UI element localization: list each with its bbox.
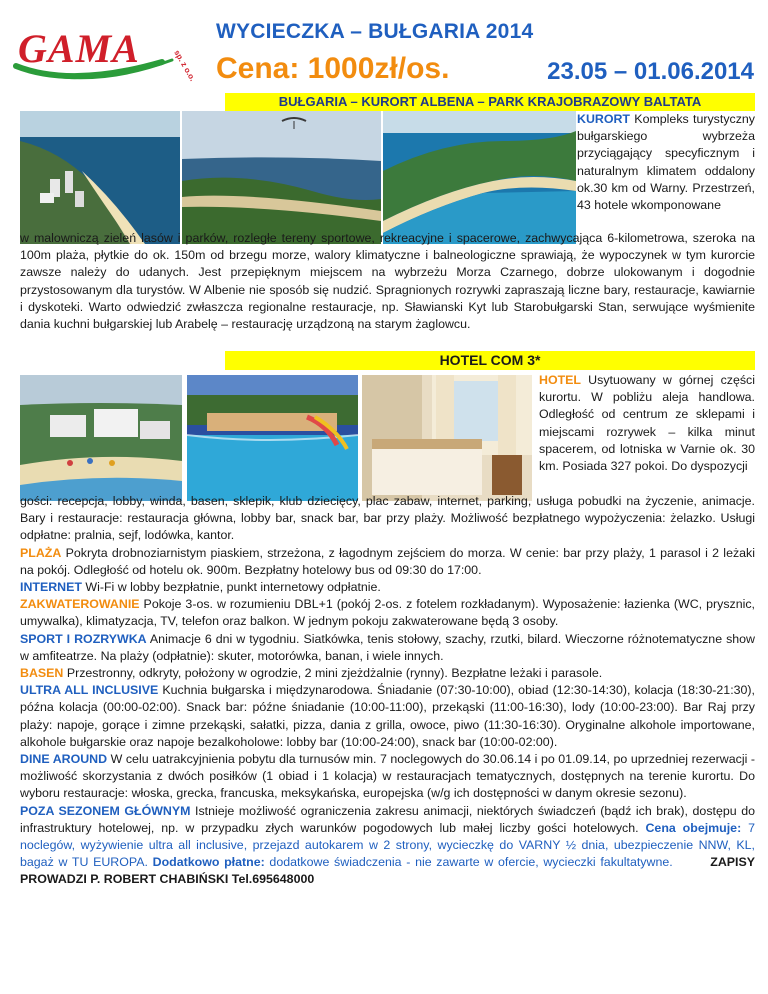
contact-info: ZAPISY PROWADZI P. ROBERT CHABIŃSKI Tel.695648000 bbox=[20, 855, 756, 887]
hotel-name-banner: HOTEL COM 3* bbox=[225, 351, 755, 370]
kurort-description: w malowniczą zieleń lasów i parków, rozległe tereny sportowe, rekreacyjne i spacerowe, zachwycająca 6-kilometrowa, szeroka na 100m plaża, płytkie do ok. 150m od brzegu morze, walory klimatyczne i balneologiczne sprawiają, że wypoczynek w tym kurorcie zawsze należy do udanych. Jest przepięknym miejscem na wybrzeżu Morza Czarnego, dobrze ulokowanym i dogodnie przystosowanym dla turystów. W Albenie nie sposób się nudzić. Spragnionych rozrywki zapraszają liczne bary, restauracje, kawiarnie i dyskoteki. Warto odwiedzić zwłaszcza regionalne restauracje, np. Sławianski Kyt lub Starobułgarski Stan, serwujące wyśmienite dania kuchni bułgarskiej lub Arabelę – restaurację urządzoną na starym żaglowcu. bbox=[20, 231, 755, 332]
extra-text: dodatkowe świadczenia - nie zawarte w ofercie, wycieczki fakultatywne. bbox=[264, 855, 673, 870]
hotel-label: HOTEL bbox=[539, 373, 581, 387]
section-text: Pokoje 3-os. w rozumieniu DBL+1 (pokój 2-os. z fotelem rozkładanym). Wyposażenie: łazienka (WC, prysznic, umywalka), klimatyzacja, TV, telefon oraz balkon. W jednym pokoju zakwaterowane będą 3 osoby. bbox=[20, 597, 755, 629]
includes-text: 7 noclegów, wyżywienie ultra all inclusive, przejazd autokarem w 2 strony, wycieczkę do VARNY ½ dnia, ubezpieczenie NNW, KL, bagaż w TU EUROPA. bbox=[20, 820, 755, 870]
price: Cena: 1000zł/os. bbox=[216, 52, 450, 85]
section-ultra-all-inclusive bbox=[20, 682, 755, 751]
includes-label: Cena obejmuje: bbox=[645, 820, 742, 835]
section-text: W celu uatrakcyjnienia pobytu dla turnusów min. 7 noclegowych do 30.06.14 i po 01.09.14, po uprzedniej rezerwacji - możliwość skorzystania z dwóch posiłków (1 obiad i 1 kolacja) w restauracjach tematycznych, dostępnych na terenie kurortu. Do wyboru restauracje: włoska, grecka, francuska, meksykańska, europejska (w/g ich dostępności w danym okresie sezonu). bbox=[20, 752, 756, 801]
photo-paraglider-coast bbox=[182, 111, 381, 244]
svg-text:GAMA: GAMA bbox=[18, 26, 140, 71]
section-label: INTERNET bbox=[20, 580, 82, 595]
kurort-intro-text: Kompleks turystyczny bułgarskiego wybrzeża przyciągający specyficznym i naturalnym klimatem oddalony ok.30 km od Warny. Przestrzeń, 43 hotele wkomponowane bbox=[577, 112, 755, 213]
kurort-intro bbox=[577, 111, 755, 214]
section-zakwaterowanie bbox=[20, 596, 755, 630]
svg-text:sp. z o.o.: sp. z o.o. bbox=[172, 48, 198, 83]
hotel-intro bbox=[539, 372, 755, 475]
off-season-text: Istnieje możliwość ograniczenia zakresu animacji, niektórych świadczeń (bądź ich brak), dostępu do infrastruktury hotelowej, np. w przypadku złych warunków pogodowych lub małej liczby gości hotelowych. bbox=[20, 803, 755, 835]
section-text: Przestronny, odkryty, położony w ogrodzie, 2 mini zjeżdżalnie (rynny). Bezpłatne leżaki i parasole. bbox=[63, 666, 603, 681]
section-text: Kuchnia bułgarska i międzynarodowa. Śniadanie (07:30-10:00), obiad (12:30-14:30), kolacja (18:30-21:30), późna kolacja (00:00-02:00). Snack bar: późne śniadanie (10:00-11:00), przekąski (11:00-16:30), lody (10:00-23:00). Bar Raj przy plaży: napoje, gorące i zimne przekąski, sałatki, pizza, dania z grilla, owoce, piwo (11:30-16:30). Oryginalne alkohole importowane, alkohole bułgarskie oraz napoje bezalkoholowe: lobby bar (10:00-24:00), snack bar (10:00-02:00). bbox=[20, 683, 755, 749]
section-text: Animacje 6 dni w tygodniu. Siatkówka, tenis stołowy, szachy, rzutki, bilard. Wieczorne różnotematyczne show w amfiteatrze. Na plaży (odpłatnie): skuter, motorówka, banan, i wiele innych. bbox=[20, 631, 755, 663]
section-label: ULTRA ALL INCLUSIVE bbox=[20, 683, 159, 698]
photo-hotel-pool bbox=[187, 375, 358, 501]
section-basen bbox=[20, 665, 755, 682]
section-off-season bbox=[20, 803, 755, 889]
hotel-intro-text: Usytuowany w górnej części kurortu. W pobliżu aleja handlowa. Odległość od centrum ze sklepami i miejscami rozrywek – kilka minut spacerem, od lotniska w Varnie ok. 30 km. Posiada 327 pokoi. Do dyspozycji bbox=[539, 373, 755, 474]
photo-coastline-sea bbox=[383, 111, 576, 244]
kurort-label: KURORT bbox=[577, 112, 630, 126]
photo-hotel-resort-aerial bbox=[20, 375, 182, 501]
price-row bbox=[216, 52, 756, 88]
hotel-details bbox=[20, 493, 755, 889]
section-label: DINE AROUND bbox=[20, 752, 108, 767]
trip-title: WYCIECZKA – BUŁGARIA 2014 bbox=[216, 20, 534, 43]
photo-albena-beach-aerial bbox=[20, 111, 180, 244]
section-label: SPORT I ROZRYWKA bbox=[20, 631, 147, 646]
section-dine-around bbox=[20, 751, 755, 803]
section-text: Wi-Fi w lobby bezpłatnie, punkt internetowy odpłatnie. bbox=[81, 580, 381, 595]
section-internet bbox=[20, 579, 755, 596]
section-label: ZAKWATEROWANIE bbox=[20, 597, 140, 612]
off-season-label: POZA SEZONEM GŁÓWNYM bbox=[20, 803, 191, 818]
hotel-facilities: gości: recepcja, lobby, winda, basen, sklepik, klub dziecięcy, plac zabaw, internet, parking, usługa pobudki na życzenie, animacje. Bary i restauracje: restauracja główna, lobby bar, snack bar, bar przy plaży. Możliwość bezpłatnego wypożyczenia: żelazko. Usługi odpłatne: pralnia, sejf, lodówka, kantor. bbox=[20, 494, 755, 543]
section-plaza bbox=[20, 545, 755, 579]
section-text: Pokryta drobnoziarnistym piaskiem, strzeżona, z łagodnym zejściem do morza. W cenie: bar przy plaży, 1 parasol i 2 leżaki na pokój. Odległość od hotelu ok. 900m. Bezpłatny hotelowy bus od 09:30 do 17:00. bbox=[20, 545, 755, 577]
trip-dates: 23.05 – 01.06.2014 bbox=[547, 58, 754, 85]
section-label: BASEN bbox=[20, 666, 64, 681]
gama-logo bbox=[12, 22, 204, 90]
extra-label: Dodatkowo płatne: bbox=[152, 855, 265, 870]
photo-hotel-room bbox=[362, 375, 532, 501]
section-sport bbox=[20, 631, 755, 665]
section-label: PLAŻA bbox=[20, 545, 62, 560]
location-banner: BUŁGARIA – KURORT ALBENA – PARK KRAJOBRAZOWY BALTATA bbox=[225, 93, 755, 111]
